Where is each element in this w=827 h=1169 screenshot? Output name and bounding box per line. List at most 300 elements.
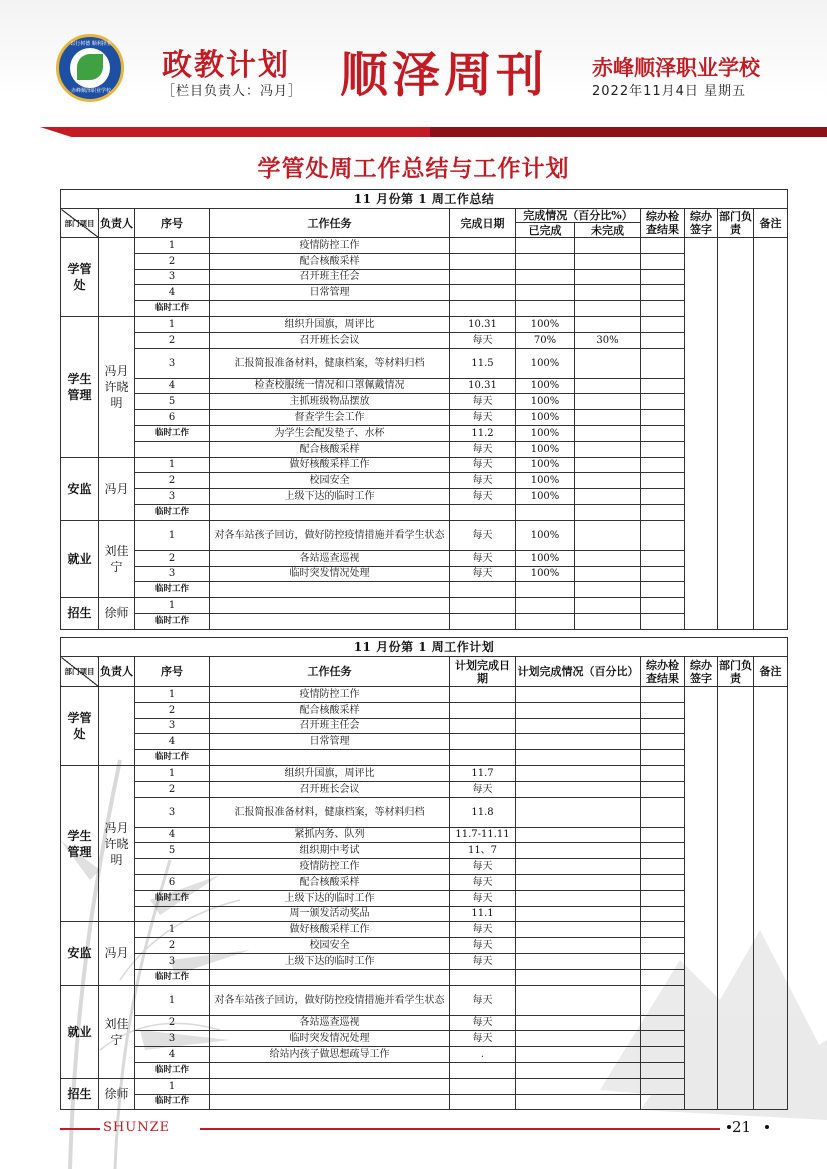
completion-cell — [516, 953, 641, 969]
completion-cell — [516, 969, 641, 985]
check-result-cell — [641, 489, 685, 505]
check-result-cell — [641, 702, 685, 718]
undone-cell — [575, 348, 641, 378]
remark-cell — [754, 687, 788, 1110]
table-row — [61, 750, 788, 766]
completion-cell — [516, 781, 641, 797]
task-cell: 为学生会配发垫子、水杯 — [210, 425, 450, 441]
seq-cell: 临时工作 — [135, 890, 210, 906]
date-cell: 每天 — [450, 859, 516, 875]
check-result-cell — [641, 613, 685, 629]
date-cell: 每天 — [450, 410, 516, 426]
date-cell: 每天 — [450, 394, 516, 410]
date-cell: 每天 — [450, 781, 516, 797]
done-cell: 100% — [516, 457, 575, 473]
completion-cell — [516, 827, 641, 843]
date-cell — [450, 285, 516, 301]
check-result-cell — [641, 906, 685, 922]
task-cell: 临时突发情况处理 — [210, 1031, 450, 1047]
seq-cell: 1 — [135, 985, 210, 1015]
undone-cell — [575, 425, 641, 441]
task-cell: 组织升国旗，周评比 — [210, 765, 450, 781]
done-cell — [516, 504, 575, 520]
table-row — [61, 938, 788, 954]
check-result-cell — [641, 781, 685, 797]
footer-line-left — [60, 1128, 100, 1130]
issue-date: 2022年11月4日 星期五 — [592, 84, 747, 99]
date-cell: 11、7 — [450, 843, 516, 859]
table-row — [61, 1094, 788, 1110]
responsible-cell: 冯月 许晓明 — [99, 316, 135, 457]
seq-cell: 2 — [135, 1015, 210, 1031]
task-cell: 各站巡查巡视 — [210, 550, 450, 566]
dept-cell: 招生 — [61, 598, 99, 630]
seq-cell: 1 — [135, 520, 210, 550]
date-cell — [450, 598, 516, 614]
task-cell: 对各车站孩子回访，做好防控疫情措施并看学生状态 — [210, 985, 450, 1015]
date-cell — [450, 1094, 516, 1110]
done-cell — [516, 253, 575, 269]
summary-table — [60, 189, 788, 630]
table-row — [61, 687, 788, 703]
table-row — [61, 985, 788, 1015]
undone-cell — [575, 378, 641, 394]
responsible-cell: 冯月 — [99, 922, 135, 985]
table-row — [61, 781, 788, 797]
table-row — [61, 827, 788, 843]
seq-cell: 2 — [135, 702, 210, 718]
task-cell: 做好核酸采样工作 — [210, 457, 450, 473]
done-cell — [516, 582, 575, 598]
section-heading: 11 月份第 1 周工作计划 — [61, 638, 788, 657]
task-cell: 配合核酸采样 — [210, 874, 450, 890]
completion-cell — [516, 1094, 641, 1110]
completion-cell — [516, 938, 641, 954]
header-dept-lead: 部门负责 — [719, 210, 752, 236]
task-cell: 召开班长会议 — [210, 781, 450, 797]
header-sign: 综办签字 — [685, 209, 718, 238]
done-cell: 70% — [516, 332, 575, 348]
table-row — [61, 238, 788, 254]
undone-cell — [575, 504, 641, 520]
table-row — [61, 301, 788, 317]
table-row — [61, 843, 788, 859]
date-cell — [450, 687, 516, 703]
check-result-cell — [641, 969, 685, 985]
check-result-cell — [641, 550, 685, 566]
task-cell — [210, 750, 450, 766]
header-undone: 未完成 — [575, 223, 641, 238]
seq-cell: 1 — [135, 765, 210, 781]
date-cell — [450, 582, 516, 598]
task-cell — [210, 598, 450, 614]
table-row — [61, 1031, 788, 1047]
column-title: 政教计划 — [162, 48, 290, 83]
dept-cell: 就业 — [61, 985, 99, 1078]
check-result-cell — [641, 1062, 685, 1078]
check-result-cell — [641, 520, 685, 550]
logo-bottom-text: 赤峰顺泽职业学校 — [70, 88, 111, 94]
completion-cell — [516, 1078, 641, 1094]
date-cell: 11.1 — [450, 906, 516, 922]
date-cell: . — [450, 1047, 516, 1063]
table-row — [61, 504, 788, 520]
task-cell: 督查学生会工作 — [210, 410, 450, 426]
task-cell: 配合核酸采样 — [210, 441, 450, 457]
seq-cell: 临时工作 — [135, 425, 210, 441]
seq-cell: 1 — [135, 1078, 210, 1094]
table-row — [61, 410, 788, 426]
page-bullet-right — [765, 1125, 769, 1129]
date-cell: 每天 — [450, 938, 516, 954]
responsible-cell: 冯月 — [99, 457, 135, 520]
seq-cell: 2 — [135, 473, 210, 489]
check-result-cell — [641, 566, 685, 582]
logo-center — [70, 48, 110, 88]
check-result-cell — [641, 394, 685, 410]
seq-cell: 临时工作 — [135, 582, 210, 598]
date-cell — [450, 269, 516, 285]
completion-cell — [516, 859, 641, 875]
check-result-cell — [641, 269, 685, 285]
done-cell: 100% — [516, 489, 575, 505]
table-row — [61, 1047, 788, 1063]
done-cell: 100% — [516, 441, 575, 457]
dept-cell: 学生管理 — [61, 316, 99, 457]
date-cell: 每天 — [450, 985, 516, 1015]
check-result-cell — [641, 718, 685, 734]
leaf-icon — [77, 54, 103, 80]
table-row — [61, 718, 788, 734]
seq-cell: 5 — [135, 843, 210, 859]
seq-cell: 1 — [135, 457, 210, 473]
completion-cell — [516, 702, 641, 718]
done-cell — [516, 285, 575, 301]
undone-cell — [575, 489, 641, 505]
completion-cell — [516, 1031, 641, 1047]
seq-cell: 1 — [135, 598, 210, 614]
date-cell: 每天 — [450, 1015, 516, 1031]
undone-cell — [575, 441, 641, 457]
date-cell — [450, 1078, 516, 1094]
table-row — [61, 890, 788, 906]
footer-brand: SHUNZE — [103, 1120, 171, 1135]
check-result-cell — [641, 985, 685, 1015]
date-cell: 每天 — [450, 550, 516, 566]
completion-cell — [516, 843, 641, 859]
completion-cell — [516, 890, 641, 906]
seq-cell: 4 — [135, 378, 210, 394]
undone-cell — [575, 238, 641, 254]
header-sign: 综办签字 — [685, 657, 718, 687]
dept-cell: 学管处 — [61, 238, 99, 317]
footer-line — [200, 1128, 720, 1130]
date-cell — [450, 718, 516, 734]
task-cell — [210, 582, 450, 598]
check-result-cell — [641, 1015, 685, 1031]
check-result-cell — [641, 1094, 685, 1110]
date-cell — [450, 238, 516, 254]
header-date: 计划完成日期 — [450, 657, 516, 687]
done-cell: 100% — [516, 348, 575, 378]
table-row — [61, 394, 788, 410]
check-result-cell — [641, 457, 685, 473]
completion-cell — [516, 1015, 641, 1031]
task-cell — [210, 1078, 450, 1094]
done-cell: 100% — [516, 378, 575, 394]
dept-cell: 安监 — [61, 922, 99, 985]
table-row — [61, 797, 788, 827]
task-cell: 主抓班级物品摆放 — [210, 394, 450, 410]
table-row — [61, 520, 788, 550]
task-cell: 汇报简报准备材料，健康档案，等材料归档 — [210, 797, 450, 827]
table-row — [61, 348, 788, 378]
responsible-cell — [99, 238, 135, 317]
check-result-cell — [641, 938, 685, 954]
done-cell — [516, 598, 575, 614]
done-cell — [516, 238, 575, 254]
header-task: 工作任务 — [210, 209, 450, 238]
seq-cell: 6 — [135, 874, 210, 890]
task-cell — [210, 613, 450, 629]
table-row — [61, 953, 788, 969]
check-result-cell — [641, 473, 685, 489]
undone-cell — [575, 394, 641, 410]
date-cell — [450, 1062, 516, 1078]
table-row — [61, 969, 788, 985]
done-cell: 100% — [516, 425, 575, 441]
seq-cell: 1 — [135, 238, 210, 254]
table-row — [61, 582, 788, 598]
check-result-cell — [641, 859, 685, 875]
task-cell: 疫情防控工作 — [210, 238, 450, 254]
header-dept-lead: 部门负责 — [719, 658, 752, 685]
header-seq: 序号 — [135, 209, 210, 238]
date-cell: 11.8 — [450, 797, 516, 827]
task-cell: 日常管理 — [210, 734, 450, 750]
seq-cell: 5 — [135, 394, 210, 410]
check-result-cell — [641, 425, 685, 441]
table-row — [61, 457, 788, 473]
check-result-cell — [641, 734, 685, 750]
date-cell: 11.7 — [450, 765, 516, 781]
table-row — [61, 441, 788, 457]
task-cell: 召开班主任会 — [210, 269, 450, 285]
dept-cell: 学生管理 — [61, 765, 99, 921]
task-cell — [210, 504, 450, 520]
task-cell: 配合核酸采样 — [210, 702, 450, 718]
date-cell: 每天 — [450, 332, 516, 348]
header-date: 完成日期 — [450, 209, 516, 238]
table-row — [61, 922, 788, 938]
task-cell: 日常管理 — [210, 285, 450, 301]
check-result-cell — [641, 332, 685, 348]
responsible-cell: 徐师 — [99, 598, 135, 630]
header-done: 已完成 — [516, 223, 575, 238]
undone-cell — [575, 566, 641, 582]
seq-cell: 2 — [135, 550, 210, 566]
date-cell — [450, 734, 516, 750]
undone-cell — [575, 253, 641, 269]
table-row — [61, 906, 788, 922]
check-result-cell — [641, 598, 685, 614]
date-cell: 每天 — [450, 953, 516, 969]
table-row — [61, 285, 788, 301]
task-cell — [210, 301, 450, 317]
seq-cell: 2 — [135, 938, 210, 954]
dept-lead-cell — [718, 687, 754, 1110]
undone-cell — [575, 410, 641, 426]
task-cell: 紧抓内务、队列 — [210, 827, 450, 843]
header-responsible: 负责人 — [99, 209, 135, 238]
plan-table — [60, 637, 788, 1110]
table-row — [61, 702, 788, 718]
undone-cell — [575, 550, 641, 566]
check-result-cell — [641, 410, 685, 426]
seq-cell: 2 — [135, 781, 210, 797]
done-cell — [516, 301, 575, 317]
date-cell: 每天 — [450, 922, 516, 938]
table-row — [61, 874, 788, 890]
check-result-cell — [641, 874, 685, 890]
check-result-cell — [641, 750, 685, 766]
header-dept-project: 部门项目 — [61, 657, 99, 687]
completion-cell — [516, 797, 641, 827]
seq-cell: 临时工作 — [135, 1094, 210, 1110]
undone-cell — [575, 613, 641, 629]
check-result-cell — [641, 378, 685, 394]
task-cell: 做好核酸采样工作 — [210, 922, 450, 938]
task-cell: 周一颁发活动奖品 — [210, 906, 450, 922]
header-task: 工作任务 — [210, 657, 450, 687]
header-row — [61, 657, 788, 687]
task-cell: 组织期中考试 — [210, 843, 450, 859]
seq-cell: 3 — [135, 269, 210, 285]
check-result-cell — [641, 253, 685, 269]
check-result-cell — [641, 765, 685, 781]
table-row — [61, 613, 788, 629]
date-cell: 每天 — [450, 890, 516, 906]
header-remark: 备注 — [754, 209, 788, 238]
date-cell: 每天 — [450, 457, 516, 473]
task-cell: 临时突发情况处理 — [210, 566, 450, 582]
seq-cell: 1 — [135, 687, 210, 703]
completion-cell — [516, 1047, 641, 1063]
table-row — [61, 425, 788, 441]
done-cell: 100% — [516, 410, 575, 426]
responsible-cell — [99, 687, 135, 766]
check-result-cell — [641, 827, 685, 843]
page-header — [0, 0, 827, 140]
date-cell: 每天 — [450, 489, 516, 505]
completion-cell — [516, 765, 641, 781]
dept-cell: 安监 — [61, 457, 99, 520]
seq-cell: 3 — [135, 489, 210, 505]
done-cell: 100% — [516, 520, 575, 550]
seq-cell: 临时工作 — [135, 613, 210, 629]
header-remark: 备注 — [754, 657, 788, 687]
header-dark-red-bar — [430, 127, 827, 137]
check-result-cell — [641, 922, 685, 938]
seq-cell: 1 — [135, 922, 210, 938]
check-result-cell — [641, 504, 685, 520]
check-result-cell — [641, 953, 685, 969]
undone-cell — [575, 269, 641, 285]
sign-cell — [685, 238, 718, 630]
completion-cell — [516, 687, 641, 703]
seq-cell: 2 — [135, 332, 210, 348]
task-cell: 检查校服统一情况和口罩佩戴情况 — [210, 378, 450, 394]
school-name: 赤峰顺泽职业学校 — [592, 56, 760, 80]
date-cell: 11.2 — [450, 425, 516, 441]
seq-cell: 临时工作 — [135, 969, 210, 985]
dept-cell: 就业 — [61, 520, 99, 597]
section-heading: 11 月份第 1 周工作总结 — [61, 190, 788, 209]
sign-cell — [685, 687, 718, 1110]
seq-cell: 4 — [135, 285, 210, 301]
date-cell: 每天 — [450, 566, 516, 582]
undone-cell — [575, 285, 641, 301]
remark-cell — [754, 238, 788, 630]
date-cell: 11.7-11.11 — [450, 827, 516, 843]
seq-cell: 临时工作 — [135, 1062, 210, 1078]
logo-top-text: 以行树德 顺利择业 — [70, 41, 112, 47]
check-result-cell — [641, 285, 685, 301]
check-result-cell — [641, 238, 685, 254]
table-row — [61, 598, 788, 614]
date-cell — [450, 253, 516, 269]
dept-cell: 学管处 — [61, 687, 99, 766]
section-heading-row — [61, 190, 788, 209]
date-cell: 每天 — [450, 473, 516, 489]
date-cell — [450, 750, 516, 766]
task-cell: 召开班主任会 — [210, 718, 450, 734]
page-bullet-left — [727, 1125, 731, 1129]
school-logo-icon — [56, 34, 124, 102]
seq-cell: 4 — [135, 734, 210, 750]
completion-cell — [516, 1062, 641, 1078]
task-cell: 校园安全 — [210, 938, 450, 954]
date-cell: 10.31 — [450, 378, 516, 394]
seq-cell: 3 — [135, 797, 210, 827]
completion-cell — [516, 750, 641, 766]
check-result-cell — [641, 687, 685, 703]
task-cell: 召开班长会议 — [210, 332, 450, 348]
undone-cell — [575, 473, 641, 489]
seq-cell — [135, 906, 210, 922]
table-row — [61, 489, 788, 505]
table-row — [61, 378, 788, 394]
header-seq: 序号 — [135, 657, 210, 687]
header-completion: 计划完成情况（百分比） — [516, 657, 641, 687]
header-dept-project: 部门项目 — [61, 209, 99, 238]
check-result-cell — [641, 797, 685, 827]
header-check-result: 综办检查结果 — [641, 657, 685, 687]
dept-cell: 招生 — [61, 1078, 99, 1110]
task-cell: 汇报简报准备材料，健康档案，等材料归档 — [210, 348, 450, 378]
table-row — [61, 765, 788, 781]
completion-cell — [516, 906, 641, 922]
done-cell — [516, 613, 575, 629]
date-cell: 每天 — [450, 520, 516, 550]
date-cell: 每天 — [450, 441, 516, 457]
done-cell: 100% — [516, 394, 575, 410]
responsible-cell: 冯月 许晓明 — [99, 765, 135, 921]
date-cell — [450, 702, 516, 718]
done-cell: 100% — [516, 473, 575, 489]
task-cell: 给站内孩子做思想疏导工作 — [210, 1047, 450, 1063]
table-row — [61, 1015, 788, 1031]
